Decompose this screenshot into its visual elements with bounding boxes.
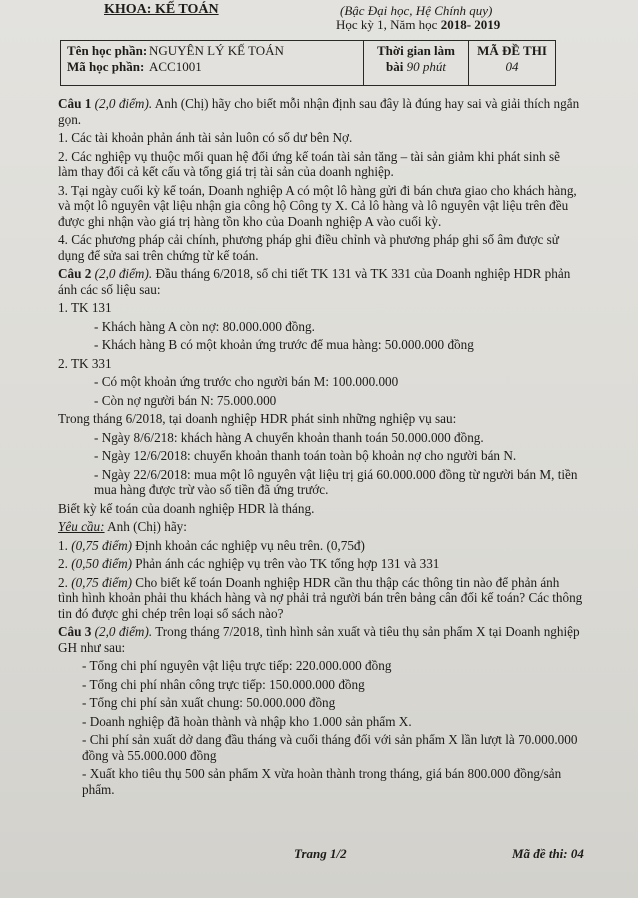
- q2-period: Biết kỳ kế toán của doanh nghiệp HDR là tháng.: [58, 500, 315, 516]
- q3-item: - Tổng chi phí nguyên vật liệu trực tiếp: 220.000.000 đồng: [82, 658, 392, 673]
- course-name: NGUYÊN LÝ KẾ TOÁN: [149, 43, 284, 58]
- time-prefix: bài: [386, 58, 404, 74]
- q2-event: - Ngày 8/6/218: khách hàng A chuyển khoản thanh toán 50.000.000 đồng.: [94, 429, 484, 445]
- q3-item: - Tổng chi phí sản xuất chung: 50.000.000 đồng: [82, 695, 336, 710]
- q2-req-item: 1. (0,75 điểm) Định khoản các nghiệp vụ nêu trên. (0,75đ): [58, 537, 365, 553]
- question-1-intro: Câu 1 (2,0 điểm). Anh (Chị) hãy cho biết mỗi nhận định sau đây là đúng hay sai và giải thích ngắn gọn.: [58, 96, 580, 127]
- time-value: 90 phút: [406, 58, 446, 74]
- exam-code-label: MÃ ĐỀ THI: [477, 43, 547, 58]
- tk331-item: - Có một khoản ứng trước cho người bán M: 100.000.000: [94, 374, 399, 389]
- question-3-intro: Câu 3 (2,0 điểm). Trong tháng 7/2018, tình hình sản xuất và tiêu thụ sản phẩm X tại Doanh nghiệp GH như sau:: [58, 624, 580, 655]
- course-code-label: Mã học phần:: [67, 58, 145, 74]
- exam-code-cell: [469, 41, 556, 86]
- q3-item: - Xuất kho tiêu thụ 500 sản phẩm X vừa hoàn thành trong tháng, giá bán 800.000 đồng/sản phẩm.: [82, 766, 562, 797]
- q2-req-item: 2. (0,50 điểm) Phản ánh các nghiệp vụ trên vào TK tổng hợp 131 và 331: [58, 556, 440, 571]
- course-info-table: [60, 40, 556, 86]
- course-cell: [61, 41, 364, 86]
- time-label: Thời gian làm: [377, 43, 455, 58]
- q3-item: - Tổng chi phí nhân công trực tiếp: 150.000.000 đồng: [82, 676, 365, 692]
- exam-content: [58, 96, 583, 800]
- course-name-label: Tên học phần:: [67, 43, 148, 58]
- footer-exam-code: Mã đề thi: 04: [512, 846, 584, 861]
- q1-item: 2. Các nghiệp vụ thuộc mối quan hệ đối ứng kế toán tài sản tăng – tài sản giảm khi phát sinh sẽ làm thay đổi cả kết cấu và tổng giá trị tài sản của doanh nghiệp.: [58, 148, 560, 179]
- tk331-item: - Còn nợ người bán N: 75.000.000: [94, 392, 277, 408]
- tk131-heading: 1. TK 131: [58, 300, 112, 315]
- time-cell: [364, 41, 469, 86]
- course-code: ACC1001: [149, 58, 202, 74]
- q1-item: 1. Các tài khoản phản ánh tài sản luôn có số dư bên Nợ.: [58, 130, 353, 145]
- question-2-intro: Câu 2 (2,0 điểm). Đầu tháng 6/2018, sổ chi tiết TK 131 và TK 331 của Doanh nghiệp HDR phản ánh các số liệu sau:: [58, 266, 571, 297]
- q1-item: 3. Tại ngày cuối kỳ kế toán, Doanh nghiệp A có một lô hàng gửi đi bán chưa giao cho khách hàng, và một lô nguyên vật liệu nhận gia công hộ Công ty X. Cả lô hàng và lô nguyên vật liệu trên đều được ghi nhận vào giá trị hàng tồn kho của Doanh nghiệp A vào cuối kỳ.: [58, 182, 577, 229]
- q3-item: - Chi phí sản xuất dở dang đầu tháng và cuối tháng đối với sản phẩm X lần lượt là 70.000.000 đồng và 55.000.000 đồng: [82, 732, 578, 763]
- q2-during: Trong tháng 6/2018, tại doanh nghiệp HDR phát sinh những nghiệp vụ sau:: [58, 411, 457, 426]
- tk131-item: - Khách hàng A còn nợ: 80.000.000 đồng.: [94, 318, 315, 334]
- q2-requirements: Yêu cầu: Anh (Chị) hãy:: [58, 519, 187, 534]
- q3-item: - Doanh nghiệp đã hoàn thành và nhập kho 1.000 sản phẩm X.: [82, 713, 412, 729]
- faculty-title: KHOA: KẾ TOÁN: [104, 2, 219, 17]
- q2-event: - Ngày 22/6/2018: mua một lô nguyên vật liệu trị giá 60.000.000 đồng từ người bán M, tiền mua hàng được trừ vào số tiền đã ứng trước.: [94, 466, 578, 497]
- tk131-item: - Khách hàng B có một khoản ứng trước để mua hàng: 50.000.000 đồng: [94, 337, 474, 352]
- q2-req-item: 2. (0,75 điểm) Cho biết kế toán Doanh nghiệp HDR cần thu thập các thông tin nào để phản ánh tình hình khoản phải thu khách hàng và nợ phải trả người bán trên bảng cân đối kế toán? Các thông tin đó được ghi chép trên loại sổ sách nào?: [58, 574, 583, 621]
- program-level: (Bậc Đại học, Hệ Chính quy): [340, 3, 493, 18]
- q2-event: - Ngày 12/6/2018: chuyển khoản thanh toán toàn bộ khoản nợ cho người bán N.: [94, 448, 517, 463]
- exam-code: 04: [505, 58, 519, 74]
- q1-item: 4. Các phương pháp cải chính, phương pháp ghi điều chỉnh và phương pháp ghi số âm được sử dụng để sửa sai trên chứng từ kế toán.: [58, 232, 559, 263]
- tk331-heading: 2. TK 331: [58, 355, 112, 371]
- semester-line: Học kỳ 1, Năm học 2018- 2019: [336, 17, 501, 32]
- page-number: Trang 1/2: [294, 846, 347, 861]
